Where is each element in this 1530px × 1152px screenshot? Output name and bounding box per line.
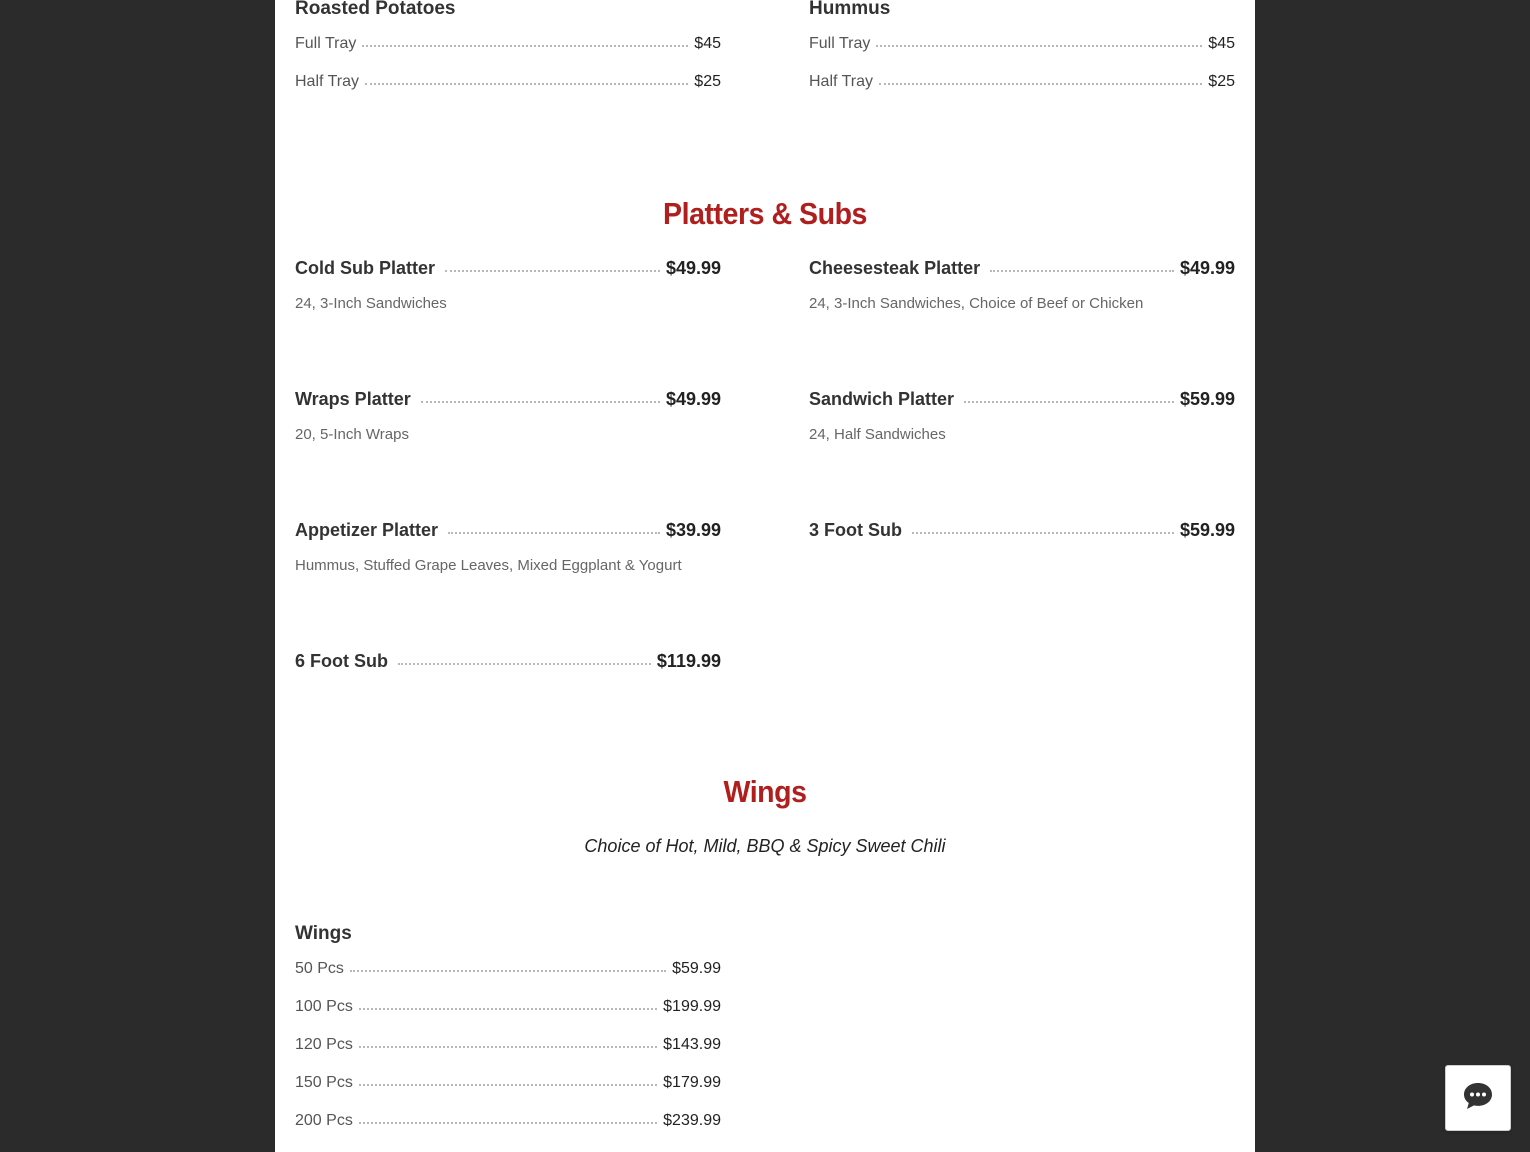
dot-leader <box>362 45 688 47</box>
item-description: 24, 3-Inch Sandwiches, Choice of Beef or Chicken <box>809 295 1144 312</box>
item-name: Appetizer Platter <box>295 520 439 540</box>
price-row <box>295 959 721 981</box>
item-price: $49.99 <box>665 258 721 278</box>
dot-leader <box>398 663 651 665</box>
price-row <box>295 1073 721 1095</box>
price-row <box>809 34 1235 56</box>
option-label: 120 Pcs <box>295 1036 353 1053</box>
price-row <box>295 34 721 56</box>
price-row <box>295 1035 721 1057</box>
section-title-platters: Platters & Subs <box>663 196 867 231</box>
item-description: 20, 5-Inch Wraps <box>295 426 409 443</box>
dot-leader <box>876 45 1202 47</box>
menu-item <box>295 388 721 410</box>
price-row <box>295 1111 721 1133</box>
dot-leader <box>359 1084 657 1086</box>
item-name: Cold Sub Platter <box>295 258 436 278</box>
item-price: $49.99 <box>665 389 721 409</box>
dot-leader <box>964 401 1174 403</box>
item-name: 3 Foot Sub <box>809 520 902 540</box>
option-label: Full Tray <box>295 35 357 52</box>
option-label: 100 Pcs <box>295 998 353 1015</box>
dot-leader <box>359 1046 657 1048</box>
dot-leader <box>350 970 666 972</box>
price-row <box>295 997 721 1019</box>
item-name: Wraps Platter <box>295 389 411 409</box>
price-row <box>295 72 721 94</box>
option-label: 150 Pcs <box>295 1074 353 1091</box>
option-price: $239.99 <box>663 1112 721 1129</box>
item-title-roasted-potatoes: Roasted Potatoes <box>295 0 456 19</box>
price-row <box>809 72 1235 94</box>
dot-leader <box>421 401 660 403</box>
item-description: Hummus, Stuffed Grape Leaves, Mixed Eggplant & Yogurt <box>295 557 682 574</box>
dot-leader <box>359 1008 657 1010</box>
dot-leader <box>445 270 660 272</box>
dot-leader <box>912 532 1174 534</box>
dot-leader <box>448 532 660 534</box>
option-label: Half Tray <box>295 73 360 90</box>
item-title-hummus: Hummus <box>809 0 891 19</box>
item-price: $59.99 <box>1179 389 1235 409</box>
dot-leader <box>359 1122 657 1124</box>
item-price: $59.99 <box>1179 520 1235 540</box>
item-name: Cheesesteak Platter <box>809 258 981 278</box>
menu-item <box>295 650 721 672</box>
item-description: 24, Half Sandwiches <box>809 426 946 443</box>
item-description: 24, 3-Inch Sandwiches <box>295 295 447 312</box>
dot-leader <box>990 270 1174 272</box>
item-name: Sandwich Platter <box>809 389 955 409</box>
option-price: $25 <box>1208 73 1235 90</box>
item-title-wings: Wings <box>295 923 352 944</box>
menu-item <box>809 519 1235 541</box>
item-price: $49.99 <box>1179 258 1235 278</box>
item-price: $39.99 <box>665 520 721 540</box>
chat-button[interactable] <box>1445 1065 1511 1131</box>
option-price: $143.99 <box>663 1036 721 1053</box>
option-price: $45 <box>1208 35 1235 52</box>
option-label: 50 Pcs <box>295 960 344 977</box>
option-price: $199.99 <box>663 998 721 1015</box>
option-label: Full Tray <box>809 35 871 52</box>
option-price: $59.99 <box>672 960 721 977</box>
option-price: $25 <box>694 73 721 90</box>
option-price: $179.99 <box>663 1074 721 1091</box>
menu-item <box>295 257 721 279</box>
option-label: 200 Pcs <box>295 1112 353 1129</box>
menu-item <box>809 388 1235 410</box>
option-price: $45 <box>694 35 721 52</box>
item-name: 6 Foot Sub <box>295 651 388 671</box>
menu-page <box>275 0 1255 1152</box>
section-subtitle-wings: Choice of Hot, Mild, BBQ & Spicy Sweet Chili <box>584 836 946 856</box>
dot-leader <box>879 83 1202 85</box>
item-price: $119.99 <box>656 651 721 671</box>
menu-item <box>809 257 1235 279</box>
menu-item <box>295 519 721 541</box>
dot-leader <box>365 83 688 85</box>
chat-bubble-icon <box>1462 1081 1494 1116</box>
section-title-wings: Wings <box>723 774 807 809</box>
option-label: Half Tray <box>809 73 874 90</box>
